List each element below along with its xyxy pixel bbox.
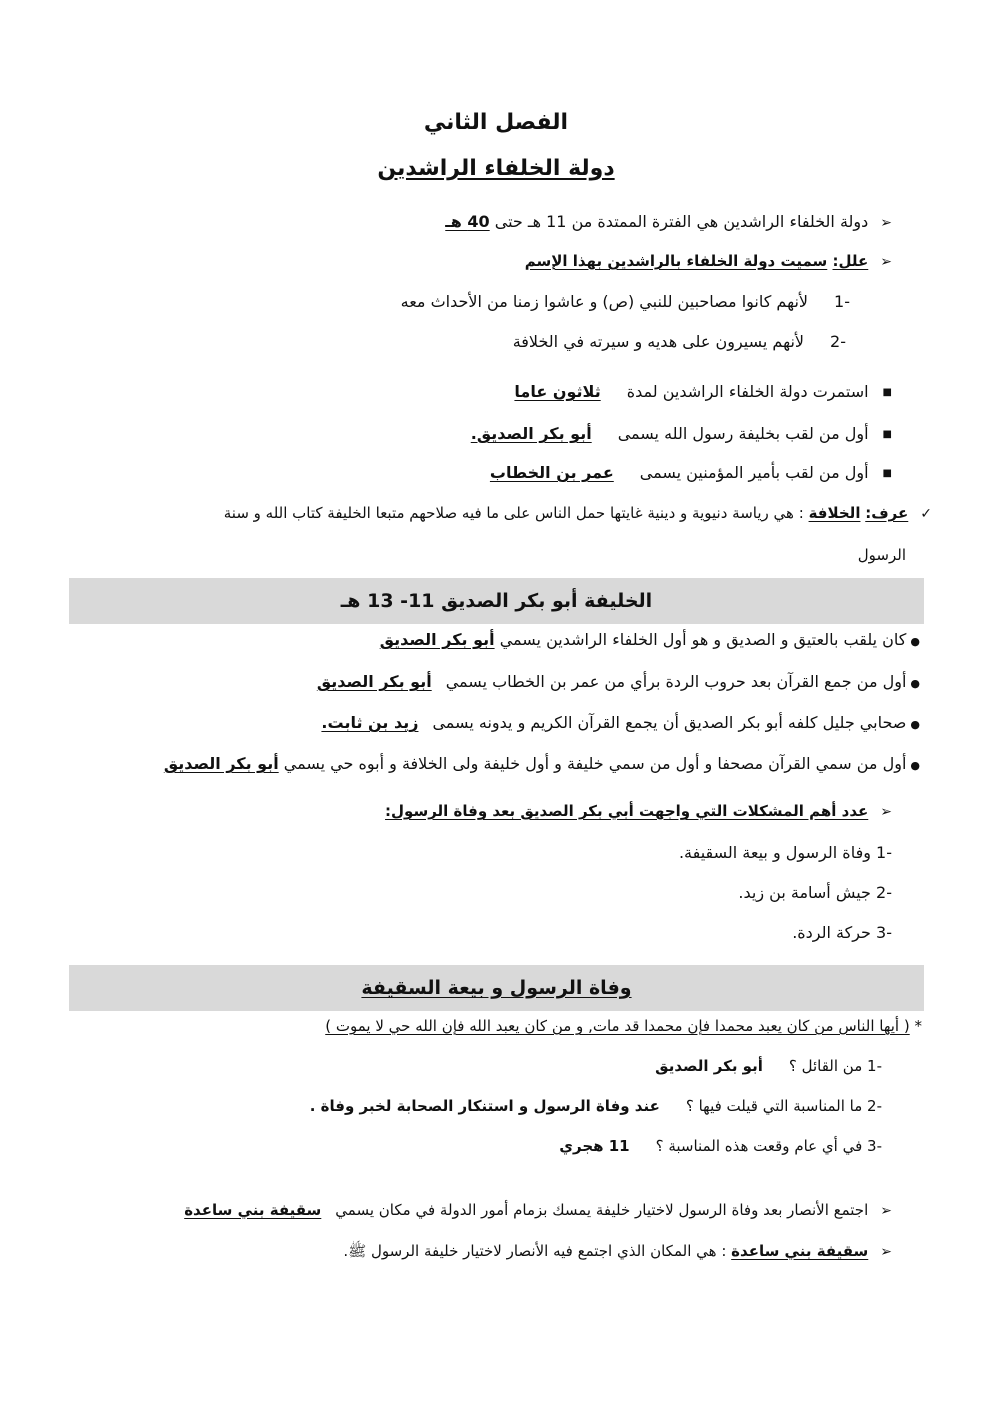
square-bullet-icon: ■ (882, 429, 892, 440)
gathering-line: ➢اجتمع الأنصار بعد وفاة الرسول لاختيار خليفة يمسك بزمام أمور الدولة في مكان يسميسقيفة بني ساعدة (184, 1201, 892, 1219)
fact-answer: ثلاثون عاما (514, 382, 601, 401)
definition-term: الخلافة (808, 504, 861, 522)
fact-item: ■أول من لقب بأمير المؤمنين يسمىعمر بن الخطاب (489, 463, 892, 482)
abu-bakr-bullet: ●أول من جمع القرآن بعد حروب الردة برأي من عمر بن الخطاب يسميأبو بكر الصديق (316, 672, 920, 691)
problem-item: -2 جيش أسامة بن زيد. (738, 883, 892, 902)
arrow-bullet-icon: ➢ (880, 254, 892, 270)
period-line: ➢دولة الخلفاء الراشدين هي الفترة الممتدة من 11 هـ حتى 40 هـ (445, 212, 892, 231)
saqifa-term: سقيفة بني ساعدة (731, 1242, 869, 1260)
period-end-answer: 40 هـ (445, 212, 490, 231)
qa-answer: عند وفاة الرسول و استنكار الصحابة لخبر وفاة . (309, 1097, 660, 1115)
arrow-bullet-icon: ➢ (880, 215, 892, 231)
definition-continuation: الرسول (857, 546, 906, 564)
bullet-answer: زيد بن ثابت. (321, 713, 419, 732)
problems-question: ➢عدد أهم المشكلات التي واجهت أبي بكر الصديق بعد وفاة الرسول: (385, 802, 892, 820)
arrow-bullet-icon: ➢ (880, 1203, 892, 1219)
square-bullet-icon: ■ (882, 468, 892, 479)
qa-item: -3 في أي عام وقعت هذه المناسبة ؟11 هجري (559, 1137, 882, 1155)
quote-line (325, 1017, 922, 1035)
bullet-icon: ● (910, 718, 920, 731)
quote-text: ( أيها الناس من كان يعبد محمدا فإن محمدا قد مات, و من كان يعبد الله فإن الله حي لا يموت ) (325, 1017, 910, 1035)
abu-bakr-bullet: ●كان يلقب بالعتيق و الصديق و هو أول الخلفاء الراشدين يسمي أبو بكر الصديق (379, 630, 920, 649)
arrow-bullet-icon: ➢ (880, 804, 892, 820)
section-heading-saqifa: وفاة الرسول و بيعة السقيفة (69, 965, 924, 1011)
qa-item: -1 من القائل ؟أبو بكر الصديق (655, 1057, 882, 1075)
abu-bakr-bullet: ●صحابي جليل كلفه أبو بكر الصديق أن يجمع القرآن الكريم و يدونه يسمىزيد بن ثابت. (321, 713, 920, 732)
check-icon: ✓ (920, 506, 932, 522)
bullet-answer: أبو بكر الصديق (316, 672, 432, 691)
definition-line: ✓عرف: الخلافة : هي رياسة دنيوية و دينية غايتها حمل الناس على ما فيه صلاحهم متبعا الخليفة كتاب الله و سنة (223, 504, 932, 522)
bullet-icon: ● (910, 677, 920, 690)
problem-item: -1 وفاة الرسول و بيعة السقيفة. (678, 843, 892, 862)
abu-bakr-bullet: ●أول من سمي القرآن مصحفا و أول من سمي خليفة و أول خليفة ولى الخلافة و أبوه حي يسمي أبو بكر الصديق (163, 754, 920, 773)
section-heading-abu-bakr: الخليفة أبو بكر الصديق 11- 13 هـ (69, 578, 924, 624)
problem-item: -3 حركة الردة. (792, 923, 892, 942)
fact-answer: عمر بن الخطاب (489, 463, 614, 482)
qa-answer: 11 هجري (559, 1137, 630, 1155)
qa-item: -2 ما المناسبة التي قيلت فيها ؟عند وفاة الرسول و استنكار الصحابة لخبر وفاة . (309, 1097, 882, 1115)
bullet-icon: ● (910, 635, 920, 648)
qa-answer: أبو بكر الصديق (655, 1057, 763, 1075)
page-title: الفصل الثاني (423, 110, 569, 135)
fact-item: ■استمرت دولة الخلفاء الراشدين لمدةثلاثون عاما (514, 382, 892, 401)
page-subtitle: دولة الخلفاء الراشدين (377, 156, 615, 181)
reason-item: -2لأنهم يسيرون على هديه و سيرته في الخلافة (512, 332, 846, 351)
reason-item: -1لأنهم كانوا مصاحبين للنبي (ص) و عاشوا زمنا من الأحداث معه (400, 292, 850, 311)
square-bullet-icon: ■ (882, 387, 892, 398)
fact-item: ■أول من لقب بخليفة رسول الله يسمىأبو بكر الصديق. (470, 424, 892, 443)
saqifa-definition: ➢سقيفة بني ساعدة : هي المكان الذي اجتمع فيه الأنصار لاختيار خليفة الرسول ﷺ. (343, 1242, 892, 1260)
reason-question: ➢علل: سميت دولة الخلفاء بالراشدين بهذا الإسم (524, 252, 892, 270)
gathering-answer: سقيفة بني ساعدة (184, 1201, 322, 1219)
bullet-answer: أبو بكر الصديق (379, 630, 495, 649)
bullet-answer: أبو بكر الصديق (163, 754, 279, 773)
star-icon: * (914, 1017, 922, 1035)
arrow-bullet-icon: ➢ (880, 1244, 892, 1260)
fact-answer: أبو بكر الصديق. (470, 424, 592, 443)
bullet-icon: ● (910, 759, 920, 772)
